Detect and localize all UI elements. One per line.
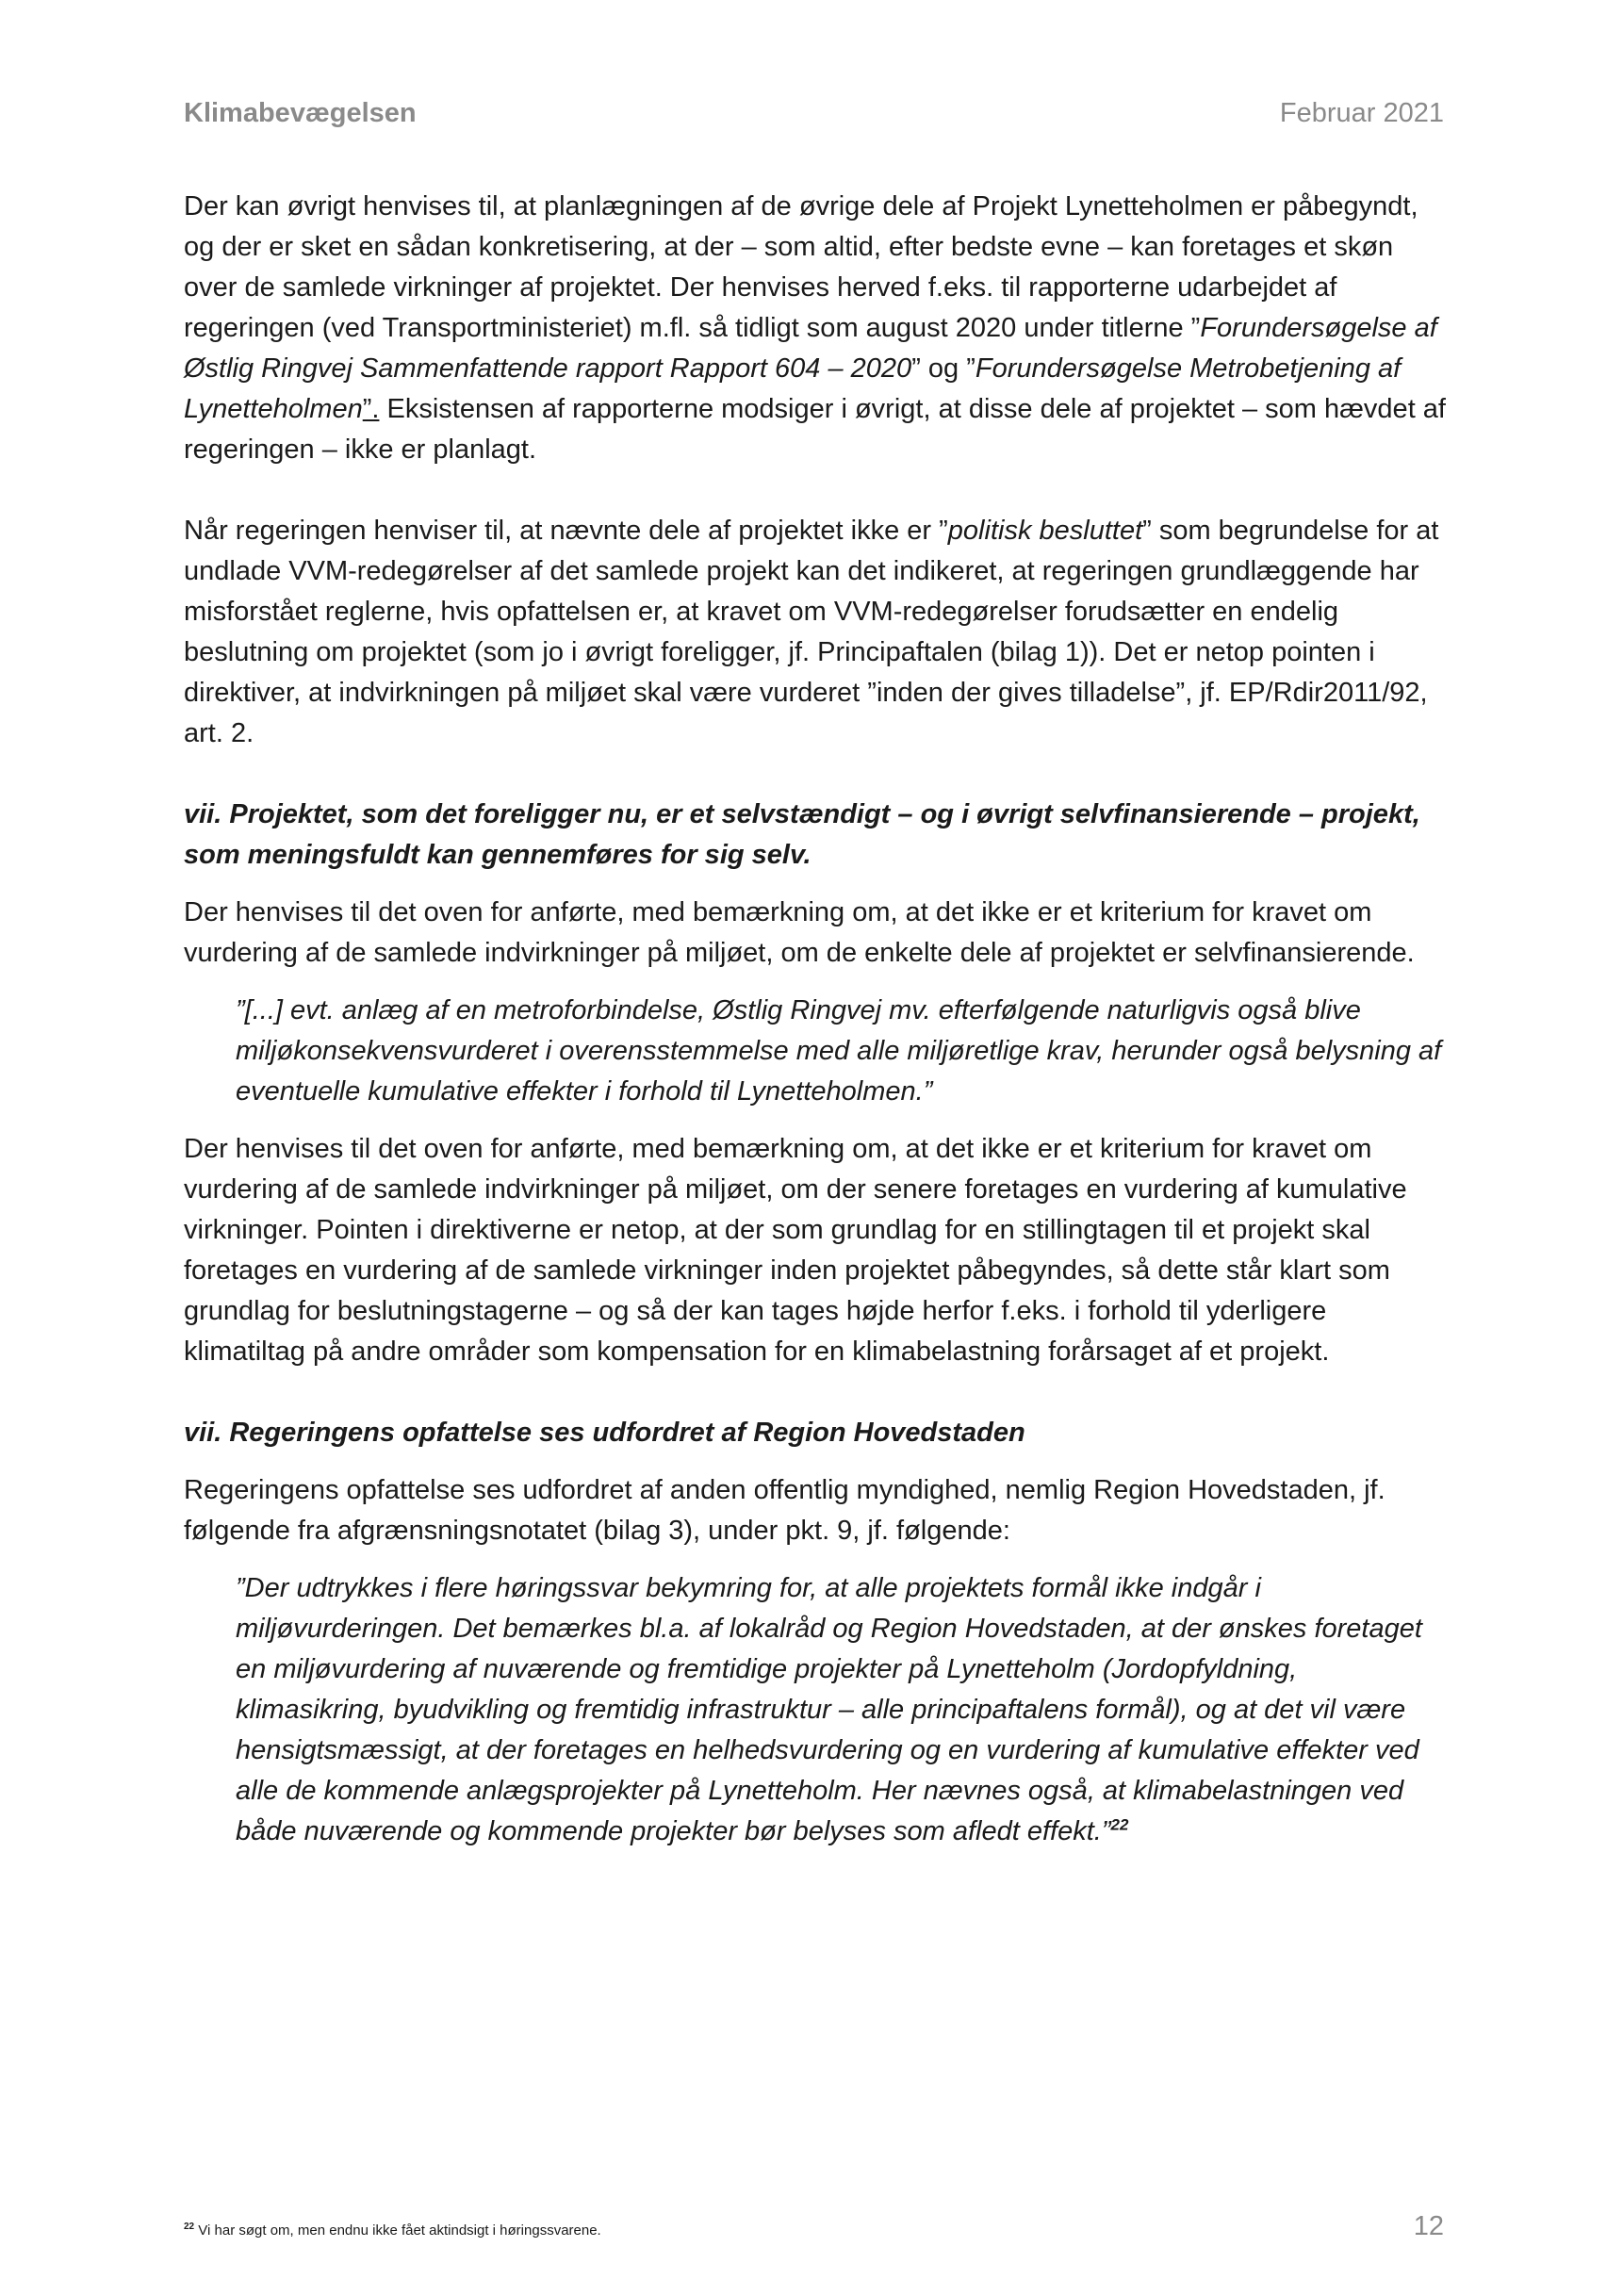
document-body bbox=[184, 187, 1447, 1852]
page-number: 12 bbox=[1413, 2211, 1444, 2241]
footnote-link[interactable]: ”. bbox=[362, 394, 380, 424]
text-run: ” og ” bbox=[911, 353, 975, 384]
text-run: Der kan øvrigt henvises til, at planlægningen af de øvrige dele af Projekt Lynetteholmen er påbegyndt, og der er sket en sådan konkretisering, at der – som altid, efter bedste evne – kan foretages et skøn over de samlede virkninger af projektet. Der henvises herved f.eks. til rapporterne udarbejdet af regeringen (ved Transportministeriet) m.fl. så tidligt som august 2020 under titlerne ” bbox=[184, 191, 1418, 343]
block-quote-2 bbox=[184, 1568, 1447, 1852]
section-heading-1: vii. Projektet, som det foreligger nu, er et selvstændigt – og i øvrigt selvfinansierende – projekt, som meningsfuldt kan gennemføres for sig selv. bbox=[184, 799, 1420, 870]
paragraph-1 bbox=[184, 187, 1447, 470]
text-run: ” som begrundelse for at undlade VVM-redegørelser af det samlede projekt kan det indikeret, at regeringen grundlæggende har misforstået reglerne, hvis opfattelsen er, at kravet om VVM-redegørelser forudsætter en endelig beslutning om projektet (som jo i øvrigt foreligger, jf. Principaftalen (bilag 1)). Det er netop pointen i direktiver, at indvirkningen på miljøet skal være vurderet ”inden der gives tilladelse”, jf. EP/Rdir2011/92, art. 2. bbox=[184, 516, 1439, 748]
text-run: Når regeringen henviser til, at nævnte dele af projektet ikke er ” bbox=[184, 516, 948, 546]
emphasis: politisk besluttet bbox=[947, 516, 1143, 546]
report-title-1: Forundersøgelse af Østlig Ringvej Sammenfattende rapport Rapport 604 – 2020 bbox=[184, 313, 1437, 384]
page-footer bbox=[184, 2211, 1444, 2242]
block-quote-1: ”[...] evt. anlæg af en metroforbindelse, Østlig Ringvej mv. efterfølgende naturligvis også blive miljøkonsekvensvurderet i overensstemmelse med alle miljøretlige krav, herunder også belysning af eventuelle kumulative effekter i forhold til Lynetteholmen.” bbox=[236, 995, 1442, 1107]
page-header bbox=[184, 98, 1444, 129]
footnote bbox=[184, 2222, 601, 2239]
paragraph-2 bbox=[184, 511, 1447, 754]
footnote-text: Vi har søgt om, men endnu ikke fået aktindsigt i høringssvarene. bbox=[194, 2222, 601, 2239]
footnote-number: 22 bbox=[184, 2222, 195, 2232]
report-title-2: Forundersøgelse Metrobetjening af Lynetteholmen bbox=[184, 353, 1402, 424]
header-date: Februar 2021 bbox=[1279, 98, 1444, 128]
quote-text: ”Der udtrykkes i flere høringssvar bekymring for, at alle projektets formål ikke indgår i miljøvurderingen. Det bemærkes bl.a. af lokalråd og Region Hovedstaden, at der ønskes foretaget en miljøvurdering af nuværende og fremtidige projekter på Lynetteholm (Jordopfyldning, klimasikring, byudvikling og fremtidig infrastruktur – alle principaftalens formål), og at det vil være hensigtsmæssigt, at der foretages en helhedsvurdering og en vurdering af kumulative effekter ved alle de kommende anlægsprojekter på Lynetteholm. Her nævnes også, at klimabelastningen ved både nuværende og kommende projekter bør belyses som afledt effekt.” bbox=[236, 1573, 1422, 1846]
header-brand: Klimabevægelsen bbox=[184, 98, 417, 128]
text-run: Eksistensen af rapporterne modsiger i øvrigt, at disse dele af projektet – som hævdet af regeringen – ikke er planlagt. bbox=[184, 394, 1446, 465]
paragraph-3: Der henvises til det oven for anførte, med bemærkning om, at det ikke er et kriterium for kravet om vurdering af de samlede indvirkninger på miljøet, om de enkelte dele af projektet er selvfinansierende. bbox=[184, 897, 1415, 968]
paragraph-4: Der henvises til det oven for anførte, med bemærkning om, at det ikke er et kriterium for kravet om vurdering af de samlede indvirkninger på miljøet, om der senere foretages en vurdering af kumulative virkninger. Pointen i direktiverne er netop, at der som grundlag for en stillingtagen til et projekt skal foretages en vurdering af de samlede virkninger inden projektet påbegyndes, så dette står klart som grundlag for beslutningstagerne – og så der kan tages højde herfor f.eks. i forhold til yderligere klimatiltag på andre områder som kompensation for en klimabelastning forårsaget af et projekt. bbox=[184, 1134, 1407, 1367]
footnote-marker[interactable]: 22 bbox=[1110, 1815, 1129, 1834]
paragraph-5: Regeringens opfattelse ses udfordret af anden offentlig myndighed, nemlig Region Hovedstaden, jf. følgende fra afgrænsningsnotatet (bilag 3), under pkt. 9, jf. følgende: bbox=[184, 1475, 1385, 1546]
section-heading-2: vii. Regeringens opfattelse ses udfordret af Region Hovedstaden bbox=[184, 1418, 1025, 1448]
